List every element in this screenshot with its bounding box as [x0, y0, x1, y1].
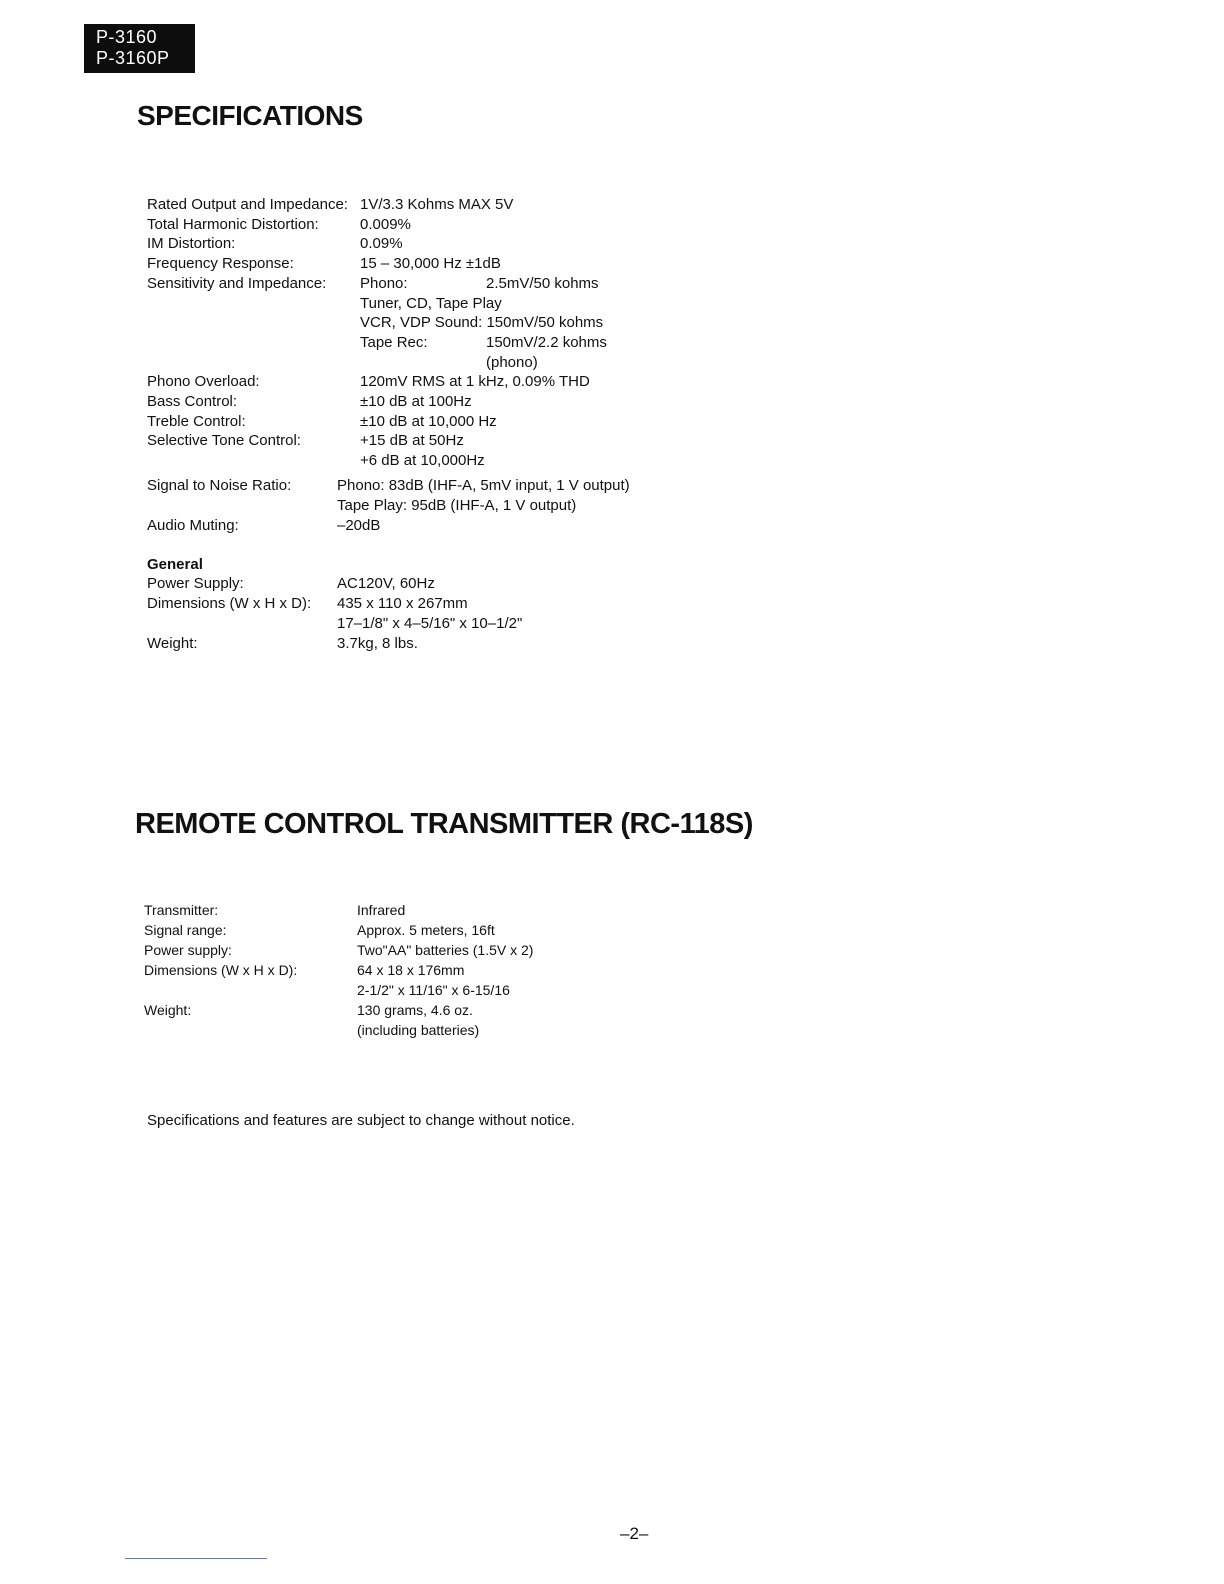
- remote-value-dimensions-1: 64 x 18 x 176mm: [357, 962, 465, 978]
- spec-value-thd: 0.009%: [360, 216, 411, 233]
- spec-value-muting: –20dB: [337, 517, 381, 534]
- model-number-primary: P-3160: [96, 27, 158, 47]
- spec-label-phono-overload: Phono Overload:: [147, 373, 260, 390]
- remote-value-dimensions-2: 2-1/2" x 11/16" x 6-15/16: [357, 982, 510, 998]
- spec-label-thd: Total Harmonic Distortion:: [147, 216, 319, 233]
- spec-value-bass: ±10 dB at 100Hz: [360, 393, 472, 410]
- spec-label-power: Power Supply:: [147, 575, 244, 592]
- page-number: –2–: [620, 1524, 649, 1543]
- change-notice: Specifications and features are subject to change without notice.: [147, 1112, 575, 1129]
- spec-label-tone: Selective Tone Control:: [147, 432, 301, 449]
- remote-label-weight: Weight:: [144, 1002, 192, 1018]
- spec-label-sensitivity: Sensitivity and Impedance:: [147, 275, 327, 292]
- spec-sens-taperec-note: (phono): [486, 354, 538, 371]
- remote-value-range: Approx. 5 meters, 16ft: [357, 922, 495, 938]
- remote-control-heading: REMOTE CONTROL TRANSMITTER (RC-118S): [135, 808, 753, 840]
- remote-value-power: Two"AA" batteries (1.5V x 2): [357, 942, 534, 958]
- spec-value-frequency: 15 – 30,000 Hz ±1dB: [360, 255, 501, 272]
- specifications-heading: SPECIFICATIONS: [137, 100, 363, 131]
- spec-value-phono-overload: 120mV RMS at 1 kHz, 0.09% THD: [360, 373, 590, 390]
- remote-value-transmitter: Infrared: [357, 902, 406, 918]
- remote-label-power: Power supply:: [144, 942, 232, 958]
- spec-value-dimensions-1: 435 x 110 x 267mm: [337, 595, 468, 612]
- bottom-divider: [125, 1558, 267, 1559]
- spec-value-weight: 3.7kg, 8 lbs.: [337, 635, 418, 652]
- spec-value-power: AC120V, 60Hz: [337, 575, 435, 592]
- spec-sens-phono-label: Phono:: [360, 275, 408, 292]
- general-subheading: General: [147, 556, 203, 573]
- spec-value-treble: ±10 dB at 10,000 Hz: [360, 413, 497, 430]
- spec-value-dimensions-2: 17–1/8" x 4–5/16" x 10–1/2": [337, 615, 523, 632]
- spec-sens-tuner: Tuner, CD, Tape Play: [360, 295, 502, 312]
- spec-value-tone-1: +15 dB at 50Hz: [360, 432, 464, 449]
- spec-label-weight: Weight:: [147, 635, 198, 652]
- spec-label-rated-output: Rated Output and Impedance:: [147, 196, 348, 213]
- spec-value-tone-2: +6 dB at 10,000Hz: [360, 452, 485, 469]
- spec-label-treble: Treble Control:: [147, 413, 246, 430]
- model-number-secondary: P-3160P: [96, 48, 170, 68]
- spec-label-bass: Bass Control:: [147, 393, 238, 410]
- spec-sens-taperec-label: Tape Rec:: [360, 334, 428, 351]
- remote-label-transmitter: Transmitter:: [144, 902, 219, 918]
- spec-value-rated-output: 1V/3.3 Kohms MAX 5V: [360, 196, 514, 213]
- spec-sens-taperec-value: 150mV/2.2 kohms: [486, 334, 607, 351]
- spec-label-snr: Signal to Noise Ratio:: [147, 477, 292, 494]
- remote-label-dimensions: Dimensions (W x H x D):: [144, 962, 298, 978]
- spec-value-snr-1: Phono: 83dB (IHF-A, 5mV input, 1 V output): [337, 477, 630, 494]
- spec-label-dimensions: Dimensions (W x H x D):: [147, 595, 312, 612]
- spec-value-im: 0.09%: [360, 235, 403, 252]
- model-number-badge: [84, 24, 195, 73]
- spec-label-im: IM Distortion:: [147, 235, 236, 252]
- spec-sens-phono-value: 2.5mV/50 kohms: [486, 275, 599, 292]
- remote-value-weight-1: 130 grams, 4.6 oz.: [357, 1002, 473, 1018]
- spec-label-muting: Audio Muting:: [147, 517, 239, 534]
- spec-label-frequency: Frequency Response:: [147, 255, 294, 272]
- remote-value-weight-2: (including batteries): [357, 1022, 480, 1038]
- remote-label-range: Signal range:: [144, 922, 227, 938]
- spec-sens-vcr: VCR, VDP Sound: 150mV/50 kohms: [360, 314, 604, 331]
- spec-value-snr-2: Tape Play: 95dB (IHF-A, 1 V output): [337, 497, 577, 514]
